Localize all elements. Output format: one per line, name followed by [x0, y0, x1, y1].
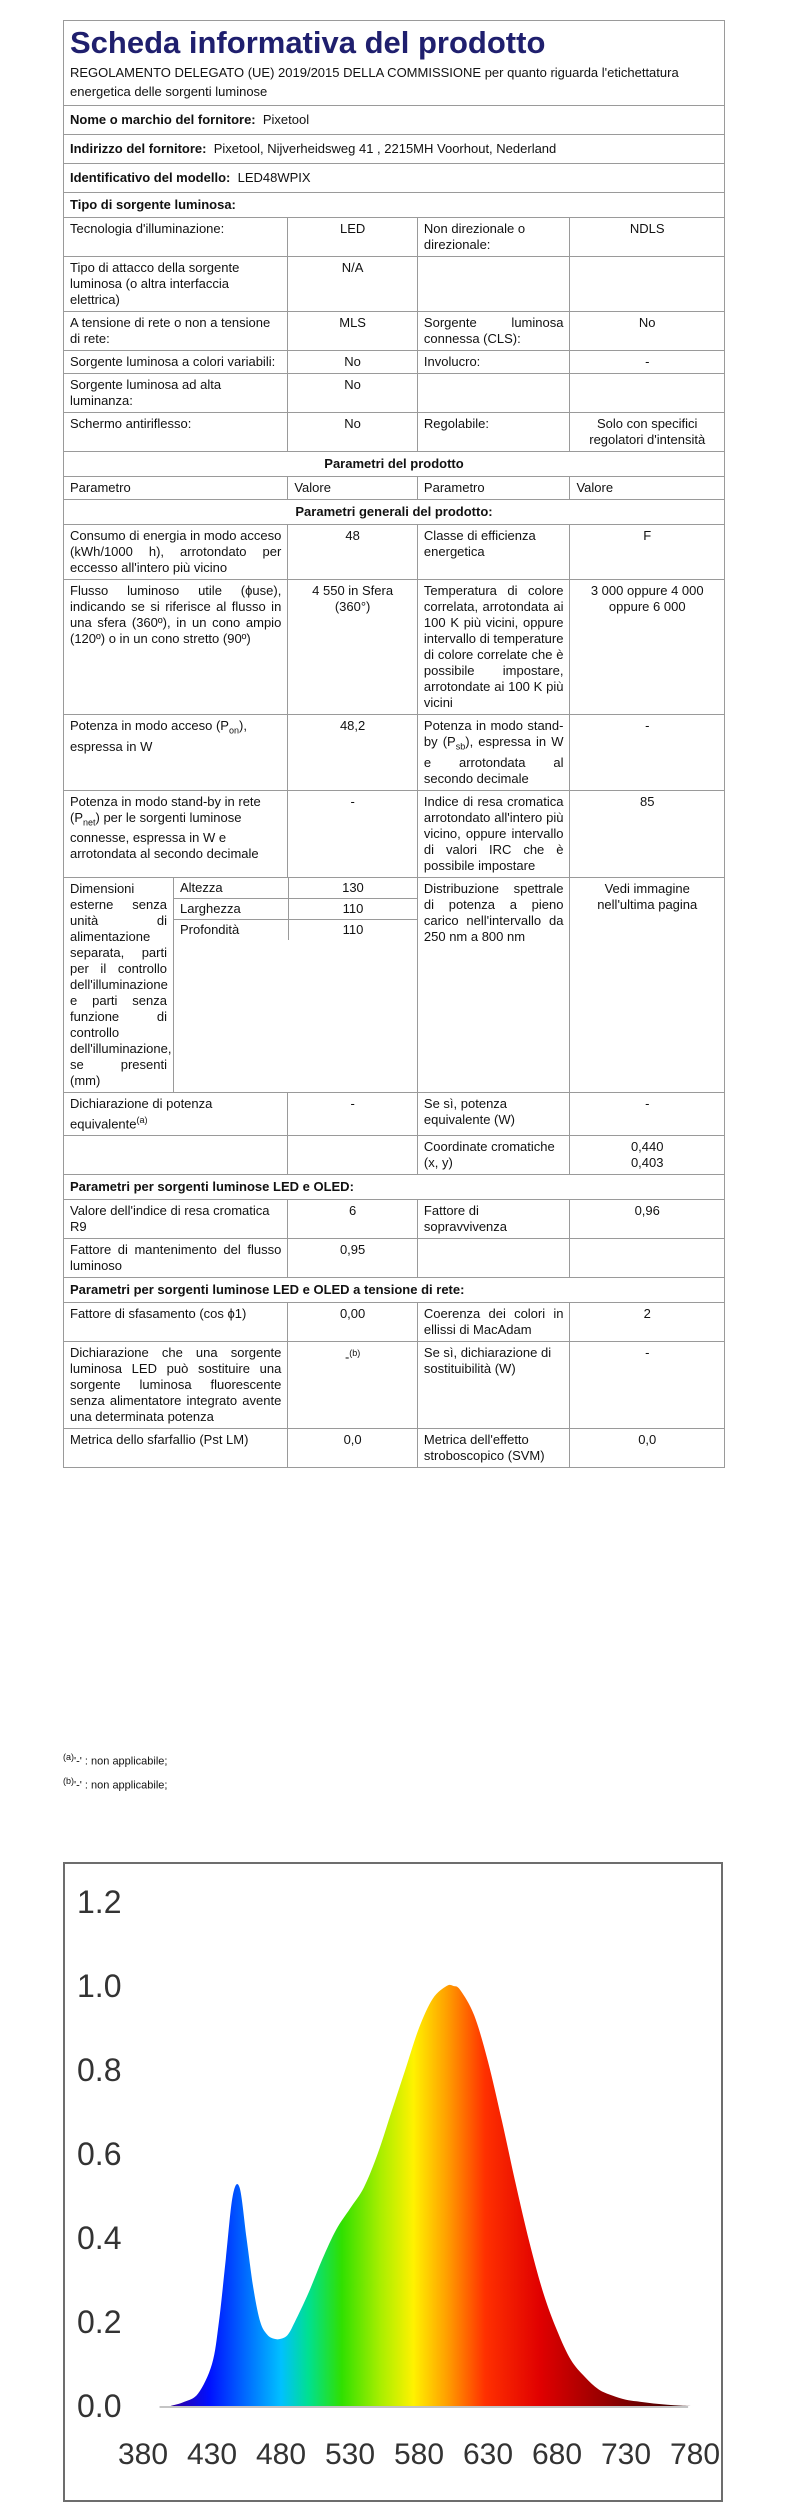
dimension-row	[174, 920, 417, 940]
model-id-label: Identificativo del modello:	[70, 170, 231, 185]
param-cell: Sorgente luminosa a colori variabili:	[64, 351, 288, 373]
col-header-param: Parametro	[64, 477, 288, 499]
model-id-value: LED48WPIX	[237, 170, 311, 185]
param-cell: Coordinate cromatiche (x, y)	[418, 1136, 571, 1174]
power-on-label-end: ), espressa in W	[70, 718, 247, 754]
param-cell: Metrica dell'effetto stroboscopico (SVM)	[418, 1429, 571, 1467]
value-cell: No	[288, 413, 418, 451]
footnote-a	[63, 1748, 167, 1772]
param-cell: Se sì, potenza equivalente (W)	[418, 1093, 571, 1135]
net-standby-label: Potenza in modo stand-by in rete (P	[70, 793, 261, 825]
footnotes	[63, 1748, 167, 1795]
col-header-value: Valore	[576, 480, 614, 495]
product-params-heading: Parametri del prodotto	[324, 456, 464, 471]
table-row	[64, 878, 724, 1093]
param-cell: Coerenza dei colori in ellissi di MacAdam	[418, 1303, 571, 1341]
table-row	[64, 580, 724, 715]
param-cell: A tensione di rete o non a tensione di rete:	[64, 312, 288, 350]
dimension-key: Larghezza	[174, 899, 289, 920]
table-row	[64, 715, 724, 791]
param-cell: Sorgente luminosa ad alta luminanza:	[64, 374, 288, 412]
value-cell	[570, 1239, 724, 1277]
equiv-sup: (a)	[136, 1114, 148, 1125]
table-row	[64, 791, 724, 878]
dimension-key: Altezza	[174, 878, 289, 899]
table-row	[64, 413, 724, 452]
equiv-label: Dichiarazione di potenza equivalente	[70, 1095, 213, 1131]
value-cell	[570, 1136, 724, 1174]
table-row	[64, 312, 724, 351]
param-cell: Valore dell'indice di resa cromatica R9	[64, 1200, 288, 1238]
param-cell: Sorgente luminosa connessa (CLS):	[418, 312, 571, 350]
led-mains-heading: Parametri per sorgenti luminose LED e OLED a tensione di rete:	[70, 1281, 465, 1297]
col-header-value: Valore	[288, 477, 418, 499]
value-cell: No	[288, 374, 418, 412]
footnote-b	[63, 1772, 167, 1796]
table-row	[64, 1429, 724, 1467]
dimensions-values	[174, 878, 417, 1092]
value-cell	[570, 257, 724, 311]
led-oled-heading: Parametri per sorgenti luminose LED e OLED:	[70, 1178, 354, 1194]
param-cell	[418, 1239, 571, 1277]
power-on-label: Potenza in modo acceso (P	[70, 718, 229, 733]
param-cell	[418, 257, 571, 311]
value-cell: Solo con specifici regolatori d'intensità	[589, 416, 706, 447]
table-row	[64, 351, 724, 374]
param-cell: Regolabile:	[418, 413, 571, 451]
table-row	[64, 1200, 724, 1239]
dimensions-label: Dimensioni esterne senza unità di alimentazione separata, parti per il controllo dell'illuminazione e parti senza funzione di controllo dell'illuminazione, se presenti (mm)	[64, 878, 174, 1092]
value-cell: MLS	[288, 312, 418, 350]
standby-label-end: ), espressa in W e arrotondata al secondo decimale	[423, 734, 564, 786]
standby-label: Potenza in modo stand-by (P	[423, 718, 564, 749]
source-type-heading-row	[64, 193, 724, 218]
value-cell: -	[645, 354, 650, 369]
param-cell	[64, 1093, 288, 1135]
param-cell: Fattore di mantenimento del flusso luminoso	[64, 1239, 288, 1277]
param-cell: Metrica dello sfarfallio (Pst LM)	[64, 1429, 288, 1467]
supplier-address-label: Indirizzo del fornitore:	[70, 141, 207, 156]
x-tick-label: 580	[393, 2438, 445, 2471]
x-tick-label: 630	[462, 2438, 514, 2471]
supplier-address-row	[64, 135, 724, 164]
param-cell: Consumo di energia in modo acceso (kWh/1000 h), arrotondato per eccesso all'intero più vicino	[64, 525, 288, 579]
y-tick-label: 0.0	[77, 2388, 122, 2424]
led-mains-heading-row	[64, 1278, 724, 1303]
value-cell: LED	[288, 218, 418, 256]
table-row	[64, 1342, 724, 1429]
x-tick-label: 430	[186, 2438, 238, 2471]
value-cell: -	[288, 791, 418, 877]
spectrum-svg	[65, 1864, 721, 2500]
param-cell	[64, 1136, 288, 1174]
value-cell: -	[645, 1095, 650, 1111]
fluo-value: -	[344, 1349, 350, 1365]
x-axis	[118, 2438, 720, 2471]
general-params-heading: Parametri generali del prodotto:	[295, 504, 493, 519]
value-cell	[570, 374, 724, 412]
footnote-b-mark: (b)	[63, 1775, 74, 1786]
dimension-key: Profondità	[174, 920, 289, 940]
value-cell: 0,0	[638, 1431, 657, 1447]
value-cell	[288, 1136, 418, 1174]
x-tick-label: 480	[255, 2438, 307, 2471]
param-cell	[64, 715, 288, 790]
page-title: Scheda informativa del prodotto	[70, 25, 546, 60]
dimension-row	[174, 899, 417, 920]
x-tick-label: 680	[531, 2438, 583, 2471]
value-cell: 85	[640, 793, 655, 809]
value-cell: 0,96	[634, 1202, 660, 1218]
param-cell: Fattore di sfasamento (cos ϕ1)	[64, 1303, 288, 1341]
value-cell: NDLS	[629, 221, 665, 236]
table-row	[64, 218, 724, 257]
value-cell: 3 000 oppure 4 000 oppure 6 000	[590, 583, 704, 614]
value-cell: 0,00	[288, 1303, 418, 1341]
dimension-value: 130	[289, 878, 417, 899]
param-cell: Dichiarazione che una sorgente luminosa LED può sostituire una sorgente luminosa fluorescente senza alimentatore integrato avente una determinata potenza	[64, 1342, 288, 1428]
x-tick-label: 730	[600, 2438, 652, 2471]
value-cell: 4 550 in Sfera (360°)	[288, 580, 418, 714]
param-cell: Se sì, dichiarazione di sostituibilità (W)	[418, 1342, 571, 1428]
param-cell: Tecnologia d'illuminazione:	[64, 218, 288, 256]
y-tick-label: 0.2	[77, 2304, 122, 2340]
regulation-text: REGOLAMENTO DELEGATO (UE) 2019/2015 DELLA COMMISSIONE per quanto riguarda l'etichettatura energetica delle sorgenti luminose	[64, 63, 724, 106]
param-cell: Classe di efficienza energetica	[418, 525, 571, 579]
param-cell: Flusso luminoso utile (ϕuse), indicando se si riferisce al flusso in una sfera (360º), in un cono ampio (120º) o in un cono stretto (90º)	[64, 580, 288, 714]
value-cell: 48	[288, 525, 418, 579]
dimension-value: 110	[289, 899, 417, 920]
general-params-heading-row	[64, 500, 724, 525]
table-row	[64, 1303, 724, 1342]
param-cell	[418, 715, 571, 790]
standby-sub: sb	[455, 741, 466, 752]
footnote-a-mark: (a)	[63, 1752, 74, 1762]
product-params-heading-row	[64, 452, 724, 477]
source-type-heading: Tipo di sorgente luminosa:	[70, 197, 236, 212]
dimension-row	[174, 878, 417, 899]
param-cell: Involucro:	[418, 351, 571, 373]
param-cell: Schermo antiriflesso:	[64, 413, 288, 451]
table-row	[64, 257, 724, 312]
value-cell: Vedi immagine nell'ultima pagina	[597, 880, 698, 912]
param-cell: Non direzionale o direzionale:	[418, 218, 571, 256]
supplier-address-value: Pixetool, Nijverheidsweg 41 , 2215MH Voorhout, Nederland	[213, 141, 557, 156]
footnote-a-text: '-' : non applicabile;	[74, 1755, 168, 1768]
y-tick-label: 0.6	[77, 2136, 122, 2172]
value-cell: 48,2	[288, 715, 418, 790]
y-tick-label: 0.8	[77, 2052, 122, 2088]
value-cell	[288, 1342, 418, 1428]
led-oled-heading-row	[64, 1175, 724, 1200]
param-cell: Tipo di attacco della sorgente luminosa (o altra interfaccia elettrica)	[64, 257, 288, 311]
table-row	[64, 374, 724, 413]
fluo-sup: (b)	[349, 1347, 361, 1358]
x-tick-label: 780	[669, 2438, 721, 2471]
chroma-y: 0,403	[630, 1154, 664, 1170]
param-cell: Distribuzione spettrale di potenza a pieno carico nell'intervallo da 250 nm a 800 nm	[418, 878, 571, 1092]
value-cell: 2	[643, 1305, 651, 1321]
dimension-value: 110	[342, 921, 364, 937]
footnote-b-text: '-' : non applicabile;	[74, 1779, 168, 1792]
y-tick-label: 1.2	[77, 1884, 122, 1920]
value-cell: 0,95	[288, 1239, 418, 1277]
param-cell: Temperatura di colore correlata, arrotondata ai 100 K più vicini, oppure intervallo di temperature di colore correlate che è possibile impostare, arrotondate ai 100 K più vicini	[418, 580, 571, 714]
column-header-row	[64, 477, 724, 500]
net-standby-sub: net	[83, 817, 96, 828]
supplier-name-row	[64, 106, 724, 135]
value-cell: -	[645, 1344, 650, 1360]
table-row	[64, 1093, 724, 1136]
dimensions-block	[64, 878, 418, 1092]
spectrum-area	[171, 1985, 695, 2406]
param-cell: Indice di resa cromatica arrotondato all'intero più vicino, oppure intervallo di valori IRC che è possibile impostare	[418, 791, 571, 877]
value-cell: No	[638, 315, 656, 330]
power-on-sub: on	[228, 725, 239, 736]
table-row	[64, 525, 724, 580]
table-row	[64, 1136, 724, 1175]
value-cell: No	[288, 351, 418, 373]
model-id-row	[64, 164, 724, 193]
y-tick-label: 1.0	[77, 1968, 122, 2004]
value-cell: F	[643, 528, 652, 543]
supplier-name-label: Nome o marchio del fornitore:	[70, 112, 256, 127]
net-standby-label-end: ) per le sorgenti luminose connesse, espressa in W e arrotondata al secondo decimale	[70, 809, 259, 862]
product-information-sheet	[63, 20, 725, 1468]
x-tick-label: 380	[117, 2438, 169, 2471]
value-cell: 6	[288, 1200, 418, 1238]
value-cell: N/A	[288, 257, 418, 311]
param-cell	[418, 374, 571, 412]
chroma-x: 0,440	[630, 1138, 664, 1154]
x-tick-label: 530	[324, 2438, 376, 2471]
value-cell: -	[645, 718, 650, 733]
value-cell: -	[288, 1093, 418, 1135]
param-cell: Fattore di sopravvivenza	[418, 1200, 571, 1238]
spectral-distribution-chart	[63, 1862, 723, 2502]
col-header-param: Parametro	[418, 477, 571, 499]
y-axis	[77, 1884, 121, 2424]
supplier-name-value: Pixetool	[262, 112, 310, 127]
y-tick-label: 0.4	[77, 2220, 122, 2256]
table-row	[64, 1239, 724, 1278]
param-cell	[64, 791, 288, 877]
value-cell: 0,0	[288, 1429, 418, 1467]
